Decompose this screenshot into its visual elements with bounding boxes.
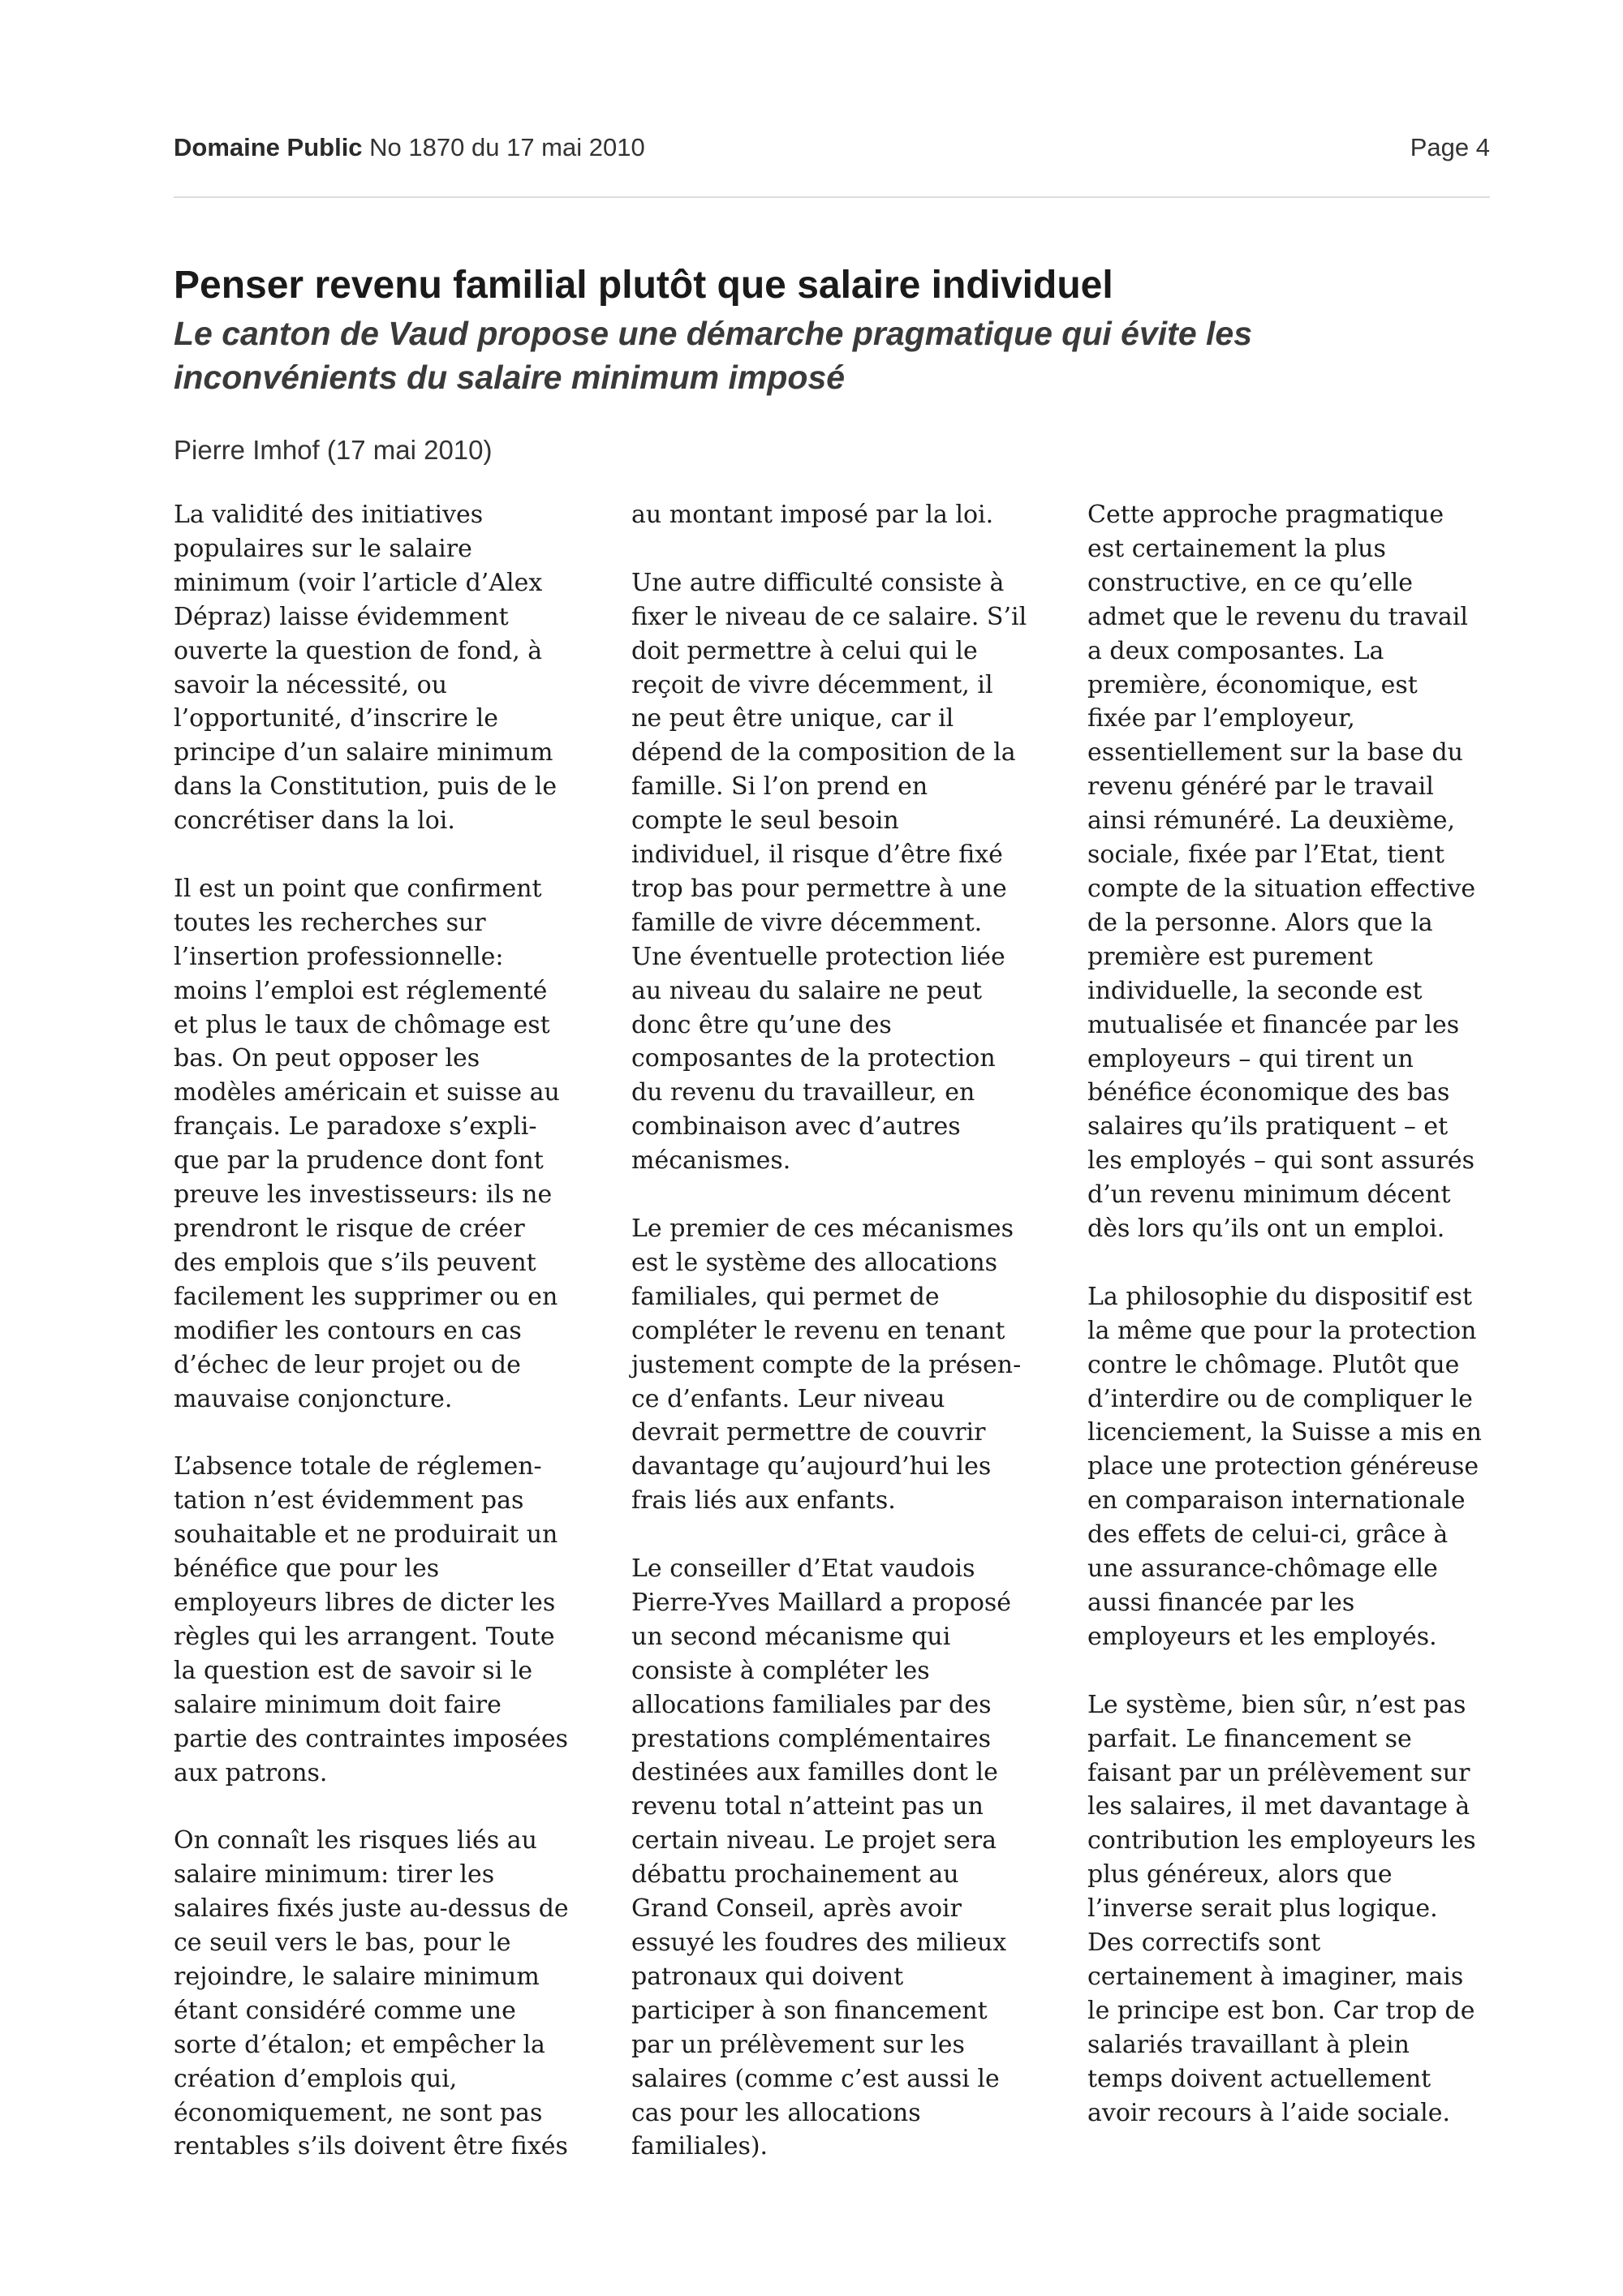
paragraph-line: individuel, il risque d’être fixé <box>631 841 1003 870</box>
paragraph-line: économiquement, ne sont pas <box>174 2098 543 2127</box>
paragraph-line: ce seuil vers le bas, pour le <box>174 1928 511 1958</box>
paragraph-line: trop bas pour permettre à une <box>631 874 1007 903</box>
paragraph-line: partie des contraintes imposées <box>174 1724 568 1753</box>
paragraph-line: dépend de la composition de la <box>631 738 1016 767</box>
paragraph-line: employeurs et les employés. <box>1087 1622 1437 1651</box>
paragraph-line: l’inverse serait plus logique. <box>1087 1894 1438 1924</box>
paragraph-line: compléter le revenu en tenant <box>631 1316 1005 1345</box>
paragraph-line: doit permettre à celui qui le <box>631 636 978 665</box>
paragraph-line: famille. Si l’on prend en <box>631 772 928 802</box>
paragraph-line: principe d’un salaire minimum <box>174 738 553 767</box>
paragraph-line: Il est un point que confirment <box>174 874 542 903</box>
paragraph-line: modèles américain et suisse au <box>174 1078 560 1107</box>
paragraph-line: minimum (voir l’article d’Alex <box>174 568 543 597</box>
page-header <box>174 133 1490 174</box>
paragraph-line: On connaît les risques liés au <box>174 1826 537 1855</box>
paragraph-line: contribution les employeurs les <box>1087 1826 1476 1855</box>
paragraph-line: d’interdire ou de compliquer le <box>1087 1384 1473 1413</box>
paragraph-line: essuyé les foudres des milieux <box>631 1928 1007 1958</box>
paragraph-line: L’absence totale de réglemen- <box>174 1452 542 1481</box>
paragraph-line: sorte d’étalon; et empêcher la <box>174 2030 545 2059</box>
article-byline: Pierre Imhof (17 mai 2010) <box>174 435 493 465</box>
paragraph-line: salariés travaillant à plein <box>1087 2030 1410 2059</box>
paragraph-line: mécanismes. <box>631 1146 791 1176</box>
paragraph-line: reçoit de vivre décemment, il <box>631 670 993 699</box>
paragraph-line: les employés – qui sont assurés <box>1087 1146 1475 1176</box>
paragraph-line: rejoindre, le salaire minimum <box>174 1962 540 1991</box>
paragraph-line: première, économique, est <box>1087 670 1418 699</box>
article-title: Penser revenu familial plutôt que salaire individuel <box>174 264 1113 307</box>
paragraph-line: famille de vivre décemment. <box>631 908 983 937</box>
paragraph-line: modifier les contours en cas <box>174 1316 522 1345</box>
paragraph-line: salaires (comme c’est aussi le <box>631 2064 1000 2093</box>
paragraph-line: mutualisée et financée par les <box>1087 1010 1460 1039</box>
paragraph-line: salaires qu’ils pratiquent – et <box>1087 1112 1449 1142</box>
paragraph-line: prestations complémentaires <box>631 1724 992 1753</box>
paragraph-line: employeurs – qui tirent un <box>1087 1044 1414 1073</box>
issue-info: No 1870 du 17 mai 2010 <box>369 133 645 161</box>
paragraph-line: débattu prochainement au <box>631 1860 959 1890</box>
paragraph-line: bas. On peut opposer les <box>174 1044 480 1073</box>
article-subtitle <box>174 312 1490 399</box>
paragraph-line: admet que le revenu du travail <box>1087 602 1468 631</box>
text-column-2 <box>631 498 1061 2198</box>
paragraph-line: savoir la nécessité, ou <box>174 670 448 699</box>
paragraph-line: toutes les recherches sur <box>174 908 486 937</box>
paragraph-line: rentables s’ils doivent être fixés <box>174 2132 568 2161</box>
paragraph-line: plus généreux, alors que <box>1087 1860 1393 1890</box>
subtitle-line: Le canton de Vaud propose une démarche pragmatique qui évite les <box>174 315 1253 352</box>
paragraph-line: bénéfice économique des bas <box>1087 1078 1450 1107</box>
paragraph-line: facilement les supprimer ou en <box>174 1282 558 1311</box>
paragraph-line: première est purement <box>1087 942 1373 971</box>
paragraph-line: salaire minimum: tirer les <box>174 1860 495 1890</box>
subtitle-line: inconvénients du salaire minimum imposé <box>174 359 846 396</box>
paragraph-line: Cette approche pragmatique <box>1087 501 1444 529</box>
article-paragraph <box>631 498 1061 532</box>
paragraph-line: Des correctifs sont <box>1087 1928 1321 1958</box>
paragraph-line: étant considéré comme une <box>174 1996 516 2025</box>
article-paragraph <box>631 1212 1061 1518</box>
paragraph-line: Pierre-Yves Maillard a proposé <box>631 1588 1012 1617</box>
paragraph-line: sociale, fixée par l’Etat, tient <box>1087 841 1444 870</box>
article-paragraph <box>174 872 604 1417</box>
paragraph-line: ainsi rémunéré. La deuxième, <box>1087 806 1456 836</box>
paragraph-line: des effets de celui-ci, grâce à <box>1087 1520 1449 1550</box>
paragraph-line: prendront le risque de créer <box>174 1215 525 1244</box>
paragraph-line: individuelle, la seconde est <box>1087 976 1423 1005</box>
paragraph-line: familiales). <box>631 2132 768 2161</box>
article-paragraph <box>1087 498 1518 1246</box>
paragraph-line: français. Le paradoxe s’expli- <box>174 1112 537 1142</box>
paragraph-line: frais liés aux enfants. <box>631 1486 896 1516</box>
paragraph-line: au montant imposé par la loi. <box>631 501 994 529</box>
paragraph-line: création d’emplois qui, <box>174 2064 458 2093</box>
paragraph-line: concrétiser dans la loi. <box>174 806 455 836</box>
paragraph-line: fixer le niveau de ce salaire. S’il <box>631 602 1027 631</box>
paragraph-line: davantage qu’aujourd’hui les <box>631 1452 992 1481</box>
paragraph-line: Grand Conseil, après avoir <box>631 1894 962 1924</box>
paragraph-line: avoir recours à l’aide sociale. <box>1087 2098 1451 2127</box>
article-paragraph <box>174 498 604 838</box>
article-paragraph <box>174 1824 604 2164</box>
paragraph-line: Le système, bien sûr, n’est pas <box>1087 1690 1466 1719</box>
paragraph-line: constructive, en ce qu’elle <box>1087 568 1413 597</box>
paragraph-line: d’échec de leur projet ou de <box>174 1350 521 1379</box>
paragraph-line: compte de la situation effective <box>1087 874 1476 903</box>
paragraph-line: patronaux qui doivent <box>631 1962 904 1991</box>
paragraph-line: consiste à compléter les <box>631 1656 930 1685</box>
paragraph-line: parfait. Le financement se <box>1087 1724 1412 1753</box>
article-paragraph <box>1087 1280 1518 1654</box>
paragraph-line: certainement à imaginer, mais <box>1087 1962 1464 1991</box>
paragraph-line: mauvaise conjoncture. <box>174 1384 453 1413</box>
paragraph-line: faisant par un prélèvement sur <box>1087 1758 1470 1787</box>
paragraph-line: donc être qu’une des <box>631 1010 892 1039</box>
paragraph-line: en comparaison internationale <box>1087 1486 1466 1516</box>
paragraph-line: les salaires, il met davantage à <box>1087 1792 1470 1821</box>
paragraph-line: dans la Constitution, puis de le <box>174 772 558 802</box>
paragraph-line: et plus le taux de chômage est <box>174 1010 550 1039</box>
paragraph-line: revenu généré par le travail <box>1087 772 1434 802</box>
paragraph-line: par un prélèvement sur les <box>631 2030 965 2059</box>
paragraph-line: cas pour les allocations <box>631 2098 921 2127</box>
paragraph-line: aussi financée par les <box>1087 1588 1355 1617</box>
paragraph-line: règles qui les arrangent. Toute <box>174 1622 555 1651</box>
paragraph-line: justement compte de la présen- <box>631 1350 1022 1379</box>
paragraph-line: ce d’enfants. Leur niveau <box>631 1384 945 1413</box>
paragraph-line: essentiellement sur la base du <box>1087 738 1463 767</box>
paragraph-line: tation n’est évidemment pas <box>174 1486 524 1516</box>
paragraph-line: dès lors qu’ils ont un emploi. <box>1087 1215 1445 1244</box>
paragraph-line: des emplois que s’ils peuvent <box>174 1248 536 1277</box>
page-number: Page 4 <box>1410 133 1490 161</box>
paragraph-line: la même que pour la protection <box>1087 1316 1477 1345</box>
paragraph-line: La validité des initiatives <box>174 501 484 529</box>
paragraph-line: que par la prudence dont font <box>174 1146 544 1176</box>
paragraph-line: ouverte la question de fond, à <box>174 636 543 665</box>
paragraph-line: Une autre difficulté consiste à <box>631 568 1005 597</box>
paragraph-line: la question est de savoir si le <box>174 1656 533 1685</box>
paragraph-line: preuve les investisseurs: ils ne <box>174 1180 553 1210</box>
paragraph-line: ne peut être unique, car il <box>631 704 954 733</box>
paragraph-line: compte le seul besoin <box>631 806 899 836</box>
paragraph-line: contre le chômage. Plutôt que <box>1087 1350 1460 1379</box>
paragraph-line: le principe est bon. Car trop de <box>1087 1996 1475 2025</box>
paragraph-line: Dépraz) laisse évidemment <box>174 602 509 631</box>
paragraph-line: fixée par l’employeur, <box>1087 704 1355 733</box>
paragraph-line: Le premier de ces mécanismes <box>631 1215 1014 1243</box>
paragraph-line: salaire minimum doit faire <box>174 1690 502 1719</box>
paragraph-line: l’opportunité, d’inscrire le <box>174 704 498 733</box>
paragraph-line: place une protection généreuse <box>1087 1452 1479 1481</box>
paragraph-line: participer à son financement <box>631 1996 988 2025</box>
article-paragraph <box>174 1450 604 1790</box>
paragraph-line: est certainement la plus <box>1087 534 1386 563</box>
paragraph-line: familiales, qui permet de <box>631 1282 940 1311</box>
paragraph-line: salaires fixés juste au-dessus de <box>174 1894 569 1924</box>
paragraph-line: d’un revenu minimum décent <box>1087 1180 1451 1210</box>
paragraph-line: aux patrons. <box>174 1758 328 1787</box>
paragraph-line: combinaison avec d’autres <box>631 1112 961 1142</box>
article-paragraph <box>1087 1688 1518 2130</box>
paragraph-line: du revenu du travailleur, en <box>631 1078 975 1107</box>
paragraph-line: un second mécanisme qui <box>631 1622 951 1651</box>
paragraph-line: populaires sur le salaire <box>174 534 472 563</box>
text-column-1 <box>174 498 604 2198</box>
paragraph-line: devrait permettre de couvrir <box>631 1418 986 1447</box>
paragraph-line: La philosophie du dispositif est <box>1087 1282 1472 1311</box>
paragraph-line: au niveau du salaire ne peut <box>631 976 983 1005</box>
article-paragraph <box>631 566 1061 1178</box>
paragraph-line: une assurance-chômage elle <box>1087 1554 1438 1584</box>
paragraph-line: l’insertion professionnelle: <box>174 942 504 971</box>
paragraph-line: employeurs libres de dicter les <box>174 1588 556 1617</box>
paragraph-line: composantes de la protection <box>631 1044 996 1073</box>
text-column-3 <box>1087 498 1518 2164</box>
paragraph-line: destinées aux familles dont le <box>631 1758 998 1787</box>
publication-name: Domaine Public <box>174 133 363 161</box>
header-divider <box>174 196 1490 198</box>
paragraph-line: certain niveau. Le projet sera <box>631 1826 997 1855</box>
paragraph-line: revenu total n’atteint pas un <box>631 1792 984 1821</box>
paragraph-line: moins l’emploi est réglementé <box>174 976 548 1005</box>
paragraph-line: est le système des allocations <box>631 1248 998 1277</box>
article-paragraph <box>631 1552 1061 2164</box>
paragraph-line: bénéfice que pour les <box>174 1554 440 1584</box>
paragraph-line: temps doivent actuellement <box>1087 2064 1431 2093</box>
paragraph-line: Une éventuelle protection liée <box>631 942 1005 971</box>
paragraph-line: licenciement, la Suisse a mis en <box>1087 1418 1482 1447</box>
publication-info <box>174 133 645 162</box>
paragraph-line: a deux composantes. La <box>1087 636 1384 665</box>
paragraph-line: souhaitable et ne produirait un <box>174 1520 558 1550</box>
paragraph-line: de la personne. Alors que la <box>1087 908 1433 937</box>
paragraph-line: Le conseiller d’Etat vaudois <box>631 1554 975 1584</box>
paragraph-line: allocations familiales par des <box>631 1690 992 1719</box>
